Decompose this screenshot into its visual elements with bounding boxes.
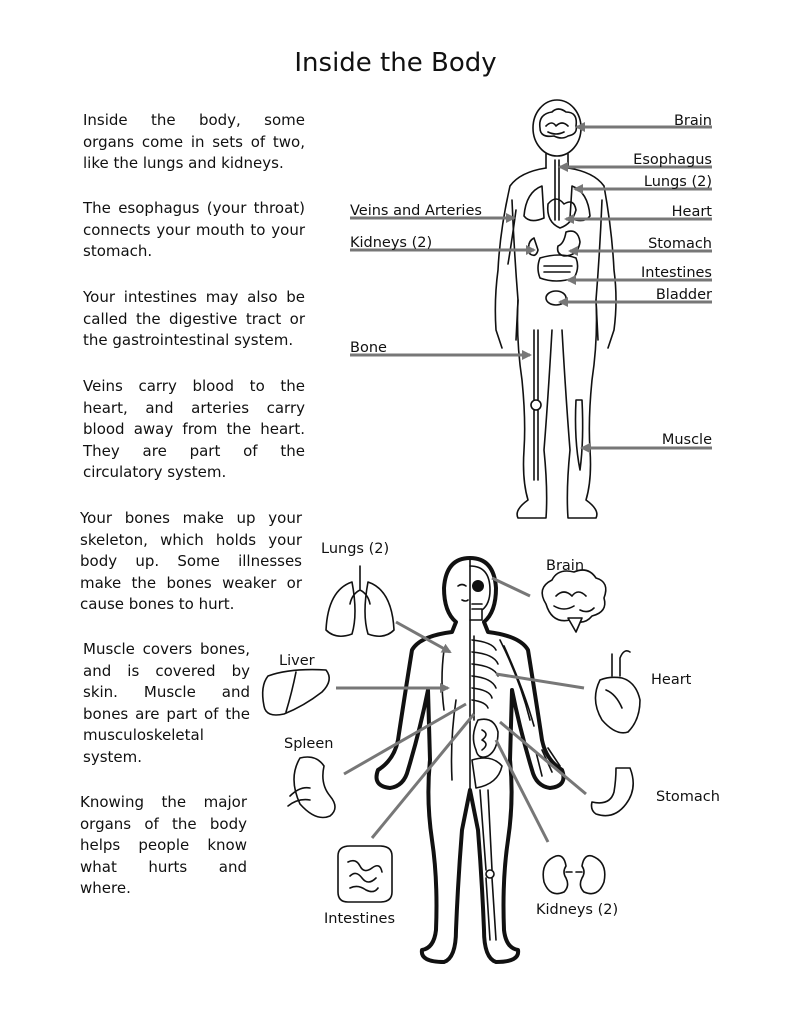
- label-spleen: Spleen: [284, 736, 334, 752]
- page-title: Inside the Body: [294, 48, 497, 78]
- label-bone: Bone: [350, 340, 387, 356]
- label-veins-arteries: Veins and Arteries: [350, 203, 482, 219]
- label-stomach: Stomach: [648, 236, 712, 252]
- paragraph-pairs: Inside the body, some organs come in sets of two, like the lungs and kidneys.: [83, 111, 305, 172]
- paragraph-veins: Veins carry blood to the heart, and arteries carry blood away from the heart. They are part of the circulatory system.: [83, 377, 305, 481]
- label-intestines-bottom: Intestines: [324, 911, 396, 927]
- label-kidneys: Kidneys (2): [350, 235, 433, 251]
- label-kidneys-bottom: Kidneys (2): [536, 902, 619, 918]
- paragraph-intestines: Your intestines may also be called the digestive tract or the gastrointestinal system.: [83, 288, 305, 349]
- lungs-icon: [326, 566, 394, 636]
- label-heart: Heart: [671, 204, 712, 220]
- label-liver: Liver: [279, 653, 315, 669]
- label-brain: Brain: [673, 113, 712, 129]
- stomach-icon: [592, 768, 634, 816]
- paragraph-knowing: Knowing the major organs of the body helps people know what hurts and where.: [80, 793, 247, 897]
- liver-icon: [263, 670, 330, 715]
- intestines-icon: [338, 846, 392, 902]
- paragraph-bones: Your bones make up your skeleton, which holds your body up. Some illnesses make the bones weaker or cause bones to hurt.: [80, 509, 302, 613]
- label-esophagus: Esophagus: [633, 152, 712, 168]
- label-muscle: Muscle: [661, 432, 712, 448]
- paragraph-esophagus: The esophagus (your throat) connects your mouth to your stomach.: [83, 199, 305, 260]
- label-lungs-bottom: Lungs (2): [321, 541, 390, 557]
- kidneys-icon: [543, 856, 605, 894]
- brain-icon: [542, 570, 606, 632]
- paragraph-muscle: Muscle covers bones, and is covered by skin. Muscle and bones are part of the musculoskeletal system.: [83, 640, 250, 766]
- heart-icon: [595, 651, 640, 733]
- label-bladder: Bladder: [655, 287, 712, 303]
- spleen-icon: [288, 757, 335, 818]
- label-heart-bottom: Heart: [651, 672, 692, 688]
- label-intestines: Intestines: [640, 265, 712, 281]
- label-brain-bottom: Brain: [546, 558, 585, 574]
- label-lungs: Lungs (2): [643, 174, 712, 190]
- top-body-figure: [495, 100, 616, 518]
- label-stomach-bottom: Stomach: [656, 789, 720, 805]
